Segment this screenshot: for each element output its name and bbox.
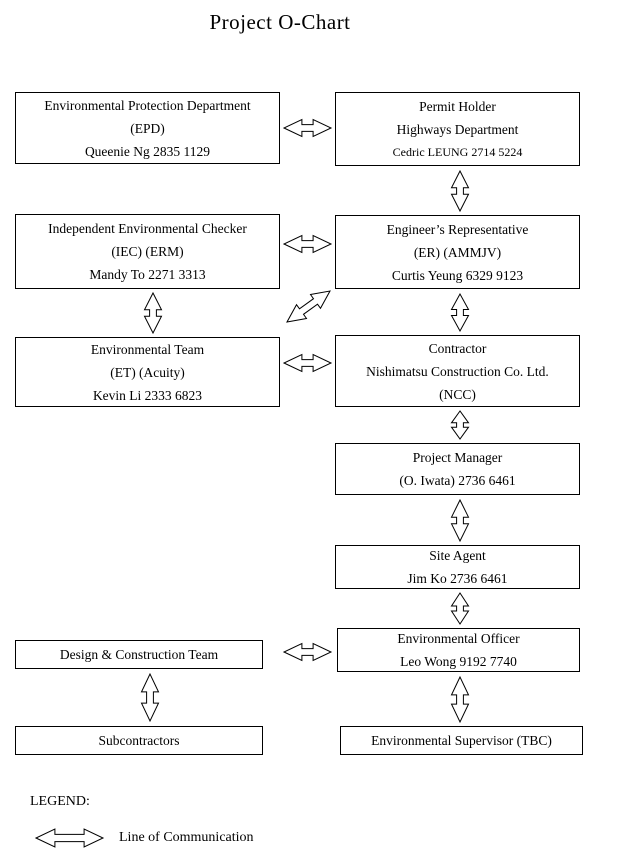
arrow-site-agent-env-officer [452,593,469,624]
org-box-line: (IEC) (ERM) [111,244,184,259]
legend-label: LEGEND: [30,794,90,809]
arrow-env-officer-env-supervisor [452,677,469,722]
box-epd [15,92,280,164]
arrow-iec-contractor-diagonal [287,291,330,322]
arrow-iec-er [284,236,331,253]
box-independent-environmental-checker [15,214,280,289]
org-box-line: Environmental Team [90,341,205,357]
org-box-line: Permit Holder [419,98,496,114]
org-box-line: Environmental Protection Department [44,97,251,113]
org-box-line: Jim Ko 2736 6461 [407,571,508,586]
org-box-line: (EPD) [130,120,165,136]
arrow-epd-permit-holder [284,120,331,137]
org-box-line: Mandy To 2271 3313 [89,267,206,282]
page-title: Project O-Chart [209,10,351,34]
org-box-line: (NCC) [439,386,476,402]
org-box-line: Contractor [428,340,487,356]
org-box-line: Subcontractors [98,733,180,748]
box-environmental-team [15,337,280,407]
box-site-agent [335,545,580,589]
arrow-contractor-project-manager [452,411,469,439]
arrow-permit-holder-er [452,171,469,211]
org-box-line: Highways Department [396,121,519,137]
box-environmental-officer [337,628,580,672]
org-box-line: Project Manager [412,450,503,465]
arrow-er-contractor [452,294,469,331]
legend-line-of-communication: Line of Communication [119,830,254,845]
org-box-line: Design & Construction Team [59,647,219,662]
box-permit-holder [335,92,580,166]
box-contractor [335,335,580,407]
org-box-line: (ER) (AMMJV) [413,244,502,260]
org-box-line: Nishimatsu Construction Co. Ltd. [366,363,549,379]
box-environmental-supervisor [340,726,583,755]
arrow-et-contractor [284,355,331,372]
arrow-legend-sample [36,829,103,847]
arrow-project-manager-site-agent [452,500,469,541]
org-box-line: (O. Iwata) 2736 6461 [399,473,516,488]
org-box-line: Site Agent [429,548,486,563]
box-design-construction-team [15,640,263,669]
org-box-line: Engineer’s Representative [386,221,529,237]
org-box-line: Environmental Officer [397,631,520,646]
box-engineers-representative [335,215,580,289]
box-project-manager [335,443,580,495]
org-box-line: Leo Wong 9192 7740 [400,654,517,669]
org-box-line: (ET) (Acuity) [110,364,185,380]
arrow-dct-subcontractors [142,674,159,721]
org-box-line: Curtis Yeung 6329 9123 [391,267,524,283]
org-box-line: Independent Environmental Checker [48,221,247,236]
org-box-line: Queenie Ng 2835 1129 [84,143,211,159]
arrow-dct-env-officer [284,644,331,661]
org-box-line: Environmental Supervisor (TBC) [371,733,552,748]
org-box-line: Kevin Li 2333 6823 [92,387,203,403]
box-subcontractors [15,726,263,755]
arrow-iec-et [145,293,162,333]
org-box-line: Cedric LEUNG 2714 5224 [392,144,523,159]
